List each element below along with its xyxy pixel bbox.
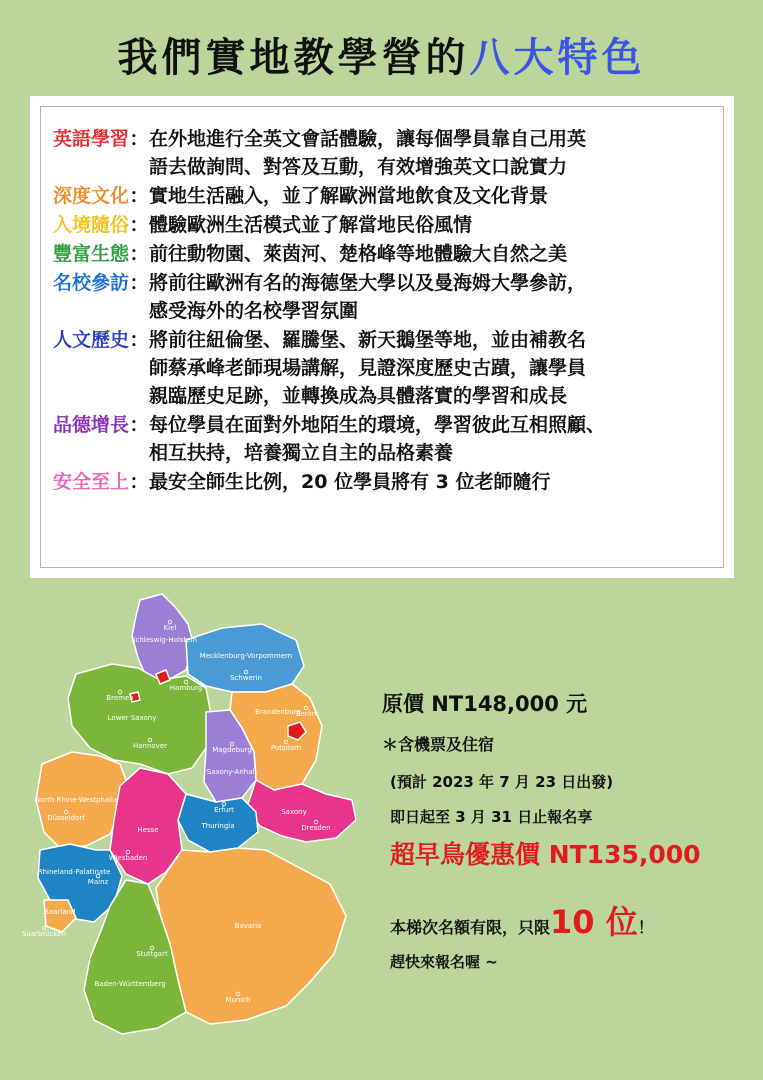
feature-line: 每位學員在面對外地陌生的環境，學習彼此互相照顧、: [149, 414, 606, 436]
feature-label: 深度文化: [53, 185, 130, 207]
feature-label: 安全至上: [53, 471, 130, 493]
title-accent: 八大特色: [469, 35, 646, 81]
map-city-label: Hamburg: [169, 684, 203, 692]
map-region-label: Lower Saxony: [107, 714, 157, 722]
map-region-label: Rhineland-Palatinate: [37, 868, 111, 876]
map-city-label: Munich: [225, 996, 251, 1004]
map-city-label: Kiel: [163, 624, 177, 632]
feature-description: [149, 240, 723, 268]
map-region-label: Thuringia: [201, 822, 235, 830]
feature-line: 師蔡承峰老師現場講解，見證深度歷史古蹟，讓學員: [149, 357, 587, 379]
map-region-label: Mecklenburg-Vorpommern: [199, 652, 293, 660]
feature-description: [149, 269, 723, 325]
feature-line: 相互扶持，培養獨立自主的品格素養: [149, 442, 454, 464]
feature-colon: ：: [129, 185, 149, 207]
map-city-label: Bremen: [106, 694, 134, 702]
feature-row: [53, 326, 723, 410]
quota-suffix: ！: [637, 918, 654, 937]
feature-line: 語去做詢問、對答及互動，有效增強英文口說實力: [149, 156, 568, 178]
map-city-label: Potsdam: [270, 744, 302, 752]
germany-map-svg: [10, 588, 370, 1038]
feature-colon: ：: [129, 414, 149, 436]
feature-description: [149, 125, 723, 181]
quota-number: 10 位: [550, 903, 638, 941]
map-region-label: Saxony-Anhalt: [206, 768, 258, 776]
map-region-label: Bavaria: [234, 922, 262, 930]
feature-label: 名校參訪: [53, 272, 130, 294]
feature-line: 將前往紐倫堡、羅騰堡、新天鵝堡等地，並由補教名: [149, 329, 587, 351]
feature-label: 入境隨俗: [53, 214, 130, 236]
map-city-label: Dresden: [301, 824, 331, 832]
map-city-label: Saarbrücken: [21, 930, 67, 938]
feature-line: 實地生活融入，並了解歐洲當地飲食及文化背景: [149, 185, 549, 207]
feature-row: [53, 125, 723, 181]
features-list: [40, 106, 724, 568]
call-to-action: 趕快來報名喔 ~: [390, 953, 498, 971]
feature-colon: ：: [129, 329, 149, 351]
map-city-label: Stuttgart: [136, 950, 168, 958]
feature-description: [149, 326, 723, 410]
quota-prefix: 本梯次名額有限，只限: [390, 918, 551, 937]
feature-label: 英語學習: [53, 128, 130, 150]
map-city-label: Wiesbaden: [108, 854, 148, 862]
feature-row: [53, 411, 723, 467]
map-city-label: Mainz: [87, 878, 109, 886]
feature-row: [53, 182, 723, 210]
title-main: 我們實地教學營的: [117, 35, 470, 81]
feature-colon: ：: [129, 243, 149, 265]
page-title: [0, 26, 763, 83]
feature-colon: ：: [129, 471, 149, 493]
feature-line: 最安全師生比例，20 位學員將有 3 位老師隨行: [149, 471, 551, 493]
map-region-label: North Rhine-Westphalia: [34, 796, 118, 804]
early-bird-price: 超早鳥優惠價 NT135,000: [390, 840, 701, 869]
feature-colon: ：: [129, 214, 149, 236]
map-city-label: Schwerin: [229, 674, 263, 682]
quota-limit: [390, 897, 752, 943]
feature-label: 品德增長: [53, 414, 130, 436]
price-note: ＊含機票及住宿: [382, 735, 495, 754]
map-city-label: Magdeburg: [212, 746, 252, 754]
map-region-label: Brandenburg: [255, 708, 301, 716]
feature-line: 在外地進行全英文會話體驗，讓每個學員靠自己用英: [149, 128, 587, 150]
feature-description: [149, 211, 723, 239]
region-bavaria: [156, 848, 346, 1024]
feature-description: [149, 411, 723, 467]
registration-deadline: 即日起至 3 月 31 日止報名享: [390, 808, 593, 826]
map-city-label: Düsseldorf: [47, 814, 85, 822]
departure-date: (預計 2023 年 7 月 23 日出發): [390, 773, 614, 791]
map-region-label: Baden-Württemberg: [94, 980, 166, 988]
feature-row: [53, 269, 723, 325]
map-city-label: Hannover: [132, 742, 168, 750]
map-city-label: Erfurt: [214, 806, 234, 814]
feature-line: 親臨歷史足跡，並轉換成為具體落實的學習和成長: [149, 385, 568, 407]
feature-colon: ：: [129, 128, 149, 150]
feature-colon: ：: [129, 272, 149, 294]
map-region-label: Saarland: [44, 908, 76, 916]
feature-row: [53, 211, 723, 239]
features-panel: [30, 96, 734, 578]
feature-label: 人文歷史: [53, 329, 130, 351]
feature-line: 體驗歐洲生活模式並了解當地民俗風情: [149, 214, 473, 236]
pricing-block: [382, 688, 752, 972]
feature-row: [53, 468, 723, 496]
feature-line: 感受海外的名校學習氛圍: [149, 300, 359, 322]
feature-label: 豐富生態: [53, 243, 130, 265]
map-region-label: Schleswig-Holstein: [131, 636, 197, 644]
germany-map: [10, 588, 370, 1038]
original-price: 原價 NT148,000 元: [382, 692, 588, 716]
map-region-label: Saxony: [281, 808, 307, 816]
feature-description: [149, 182, 723, 210]
feature-description: [149, 468, 723, 496]
map-region-label: Hesse: [137, 826, 159, 834]
feature-row: [53, 240, 723, 268]
feature-line: 前往動物園、萊茵河、楚格峰等地體驗大自然之美: [149, 243, 568, 265]
feature-line: 將前往歐洲有名的海德堡大學以及曼海姆大學參訪，: [149, 272, 587, 294]
map-city-label: Berlin: [295, 710, 317, 718]
